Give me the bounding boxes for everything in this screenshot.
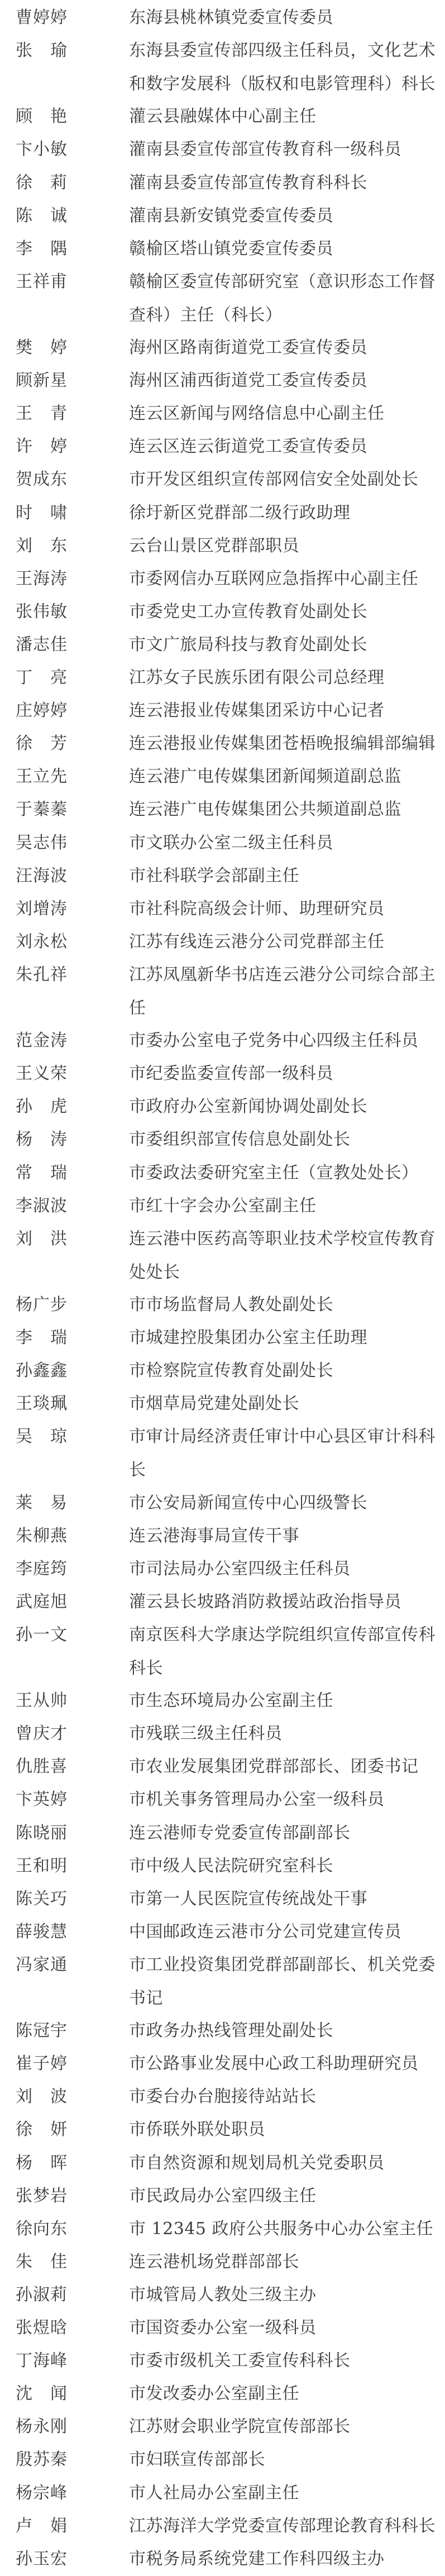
- list-item: [0, 1750, 445, 1783]
- position-title: 市社科联学会部副主任: [129, 866, 299, 886]
- list-item: [0, 2047, 445, 2080]
- list-item: [0, 1420, 445, 1486]
- position-title: 连云港机场党群部部长: [129, 2252, 299, 2272]
- position-title: 赣榆区委宣传部研究室（意识形态工作督查科）主任（科长）: [129, 271, 436, 325]
- person-name: 丁海峰: [16, 2351, 68, 2371]
- list-item: [0, 892, 445, 925]
- list-item: [0, 1519, 445, 1552]
- person-name: 常 瑞: [16, 1163, 68, 1183]
- position-title: 江苏海洋大学党委宣传部理论教育科科长: [129, 2516, 436, 2536]
- list-item: [0, 562, 445, 595]
- position-title: 市委网信办互联网应急指挥中心副主任: [129, 568, 419, 589]
- position-title: 市国资委办公室一级科员: [129, 2318, 317, 2338]
- list-item: [0, 1222, 445, 1288]
- list-item: [0, 133, 445, 166]
- list-item: [0, 1024, 445, 1057]
- person-name: 范金涛: [16, 1031, 68, 1051]
- list-item: [0, 232, 445, 265]
- list-item: [0, 1817, 445, 1849]
- list-item: [0, 661, 445, 694]
- position-title: 市工业投资集团党群部副部长、机关党委书记: [129, 1954, 436, 2008]
- list-item: [0, 1090, 445, 1123]
- position-title: 市税务局系统党建工作科四级主办: [129, 2549, 385, 2569]
- person-name: 朱孔祥: [16, 964, 68, 984]
- list-item: [0, 1783, 445, 1816]
- person-name: 沈 闻: [16, 2384, 68, 2404]
- person-name: 潘志佳: [16, 634, 68, 654]
- person-name: 张梦岩: [16, 2186, 68, 2206]
- person-name: 王和明: [16, 1856, 68, 1876]
- position-title: 东海县委宣传部四级主任科员，文化艺术和数字发展科（版权和电影管理科）科长: [129, 41, 436, 94]
- list-item: [0, 2278, 445, 2311]
- position-title: 市残联三级主任科员: [129, 1724, 283, 1744]
- list-item: [0, 1288, 445, 1321]
- list-item: [0, 2377, 445, 2410]
- list-item: [0, 760, 445, 793]
- position-title: 徐圩新区党群部二级行政助理: [129, 503, 351, 523]
- position-title: 市公安局新闻宣传中心四级警长: [129, 1493, 367, 1513]
- position-title: 赣榆区塔山镇党委宣传委员: [129, 238, 333, 259]
- person-name: 李 隅: [16, 238, 68, 259]
- list-item: [0, 2344, 445, 2377]
- list-item: [0, 2113, 445, 2146]
- person-name: 莱 易: [16, 1493, 68, 1513]
- person-name: 杨广步: [16, 1294, 68, 1315]
- position-title: 灌云县长坡路消防救援站政治指导员: [129, 1592, 401, 1612]
- position-title: 云台山景区党群部职员: [129, 536, 299, 556]
- list-item: [0, 2443, 445, 2476]
- position-title: 海州区路南街道党工委宣传委员: [129, 338, 367, 357]
- person-name: 武庭旭: [16, 1592, 68, 1612]
- list-item: [0, 2180, 445, 2212]
- person-name: 刘 波: [16, 2087, 68, 2107]
- position-title: 市委市级机关工委宣传科科长: [129, 2351, 351, 2371]
- list-item: [0, 694, 445, 727]
- list-item: [0, 1684, 445, 1717]
- position-title: 市 12345 政府公共服务中心办公室主任: [129, 2219, 434, 2239]
- position-title: 市中级人民法院研究室科长: [129, 1856, 333, 1876]
- position-title: 江苏有线连云港分公司党群部主任: [129, 931, 385, 952]
- position-title: 连云港师专党委宣传部副部长: [129, 1823, 351, 1843]
- position-title: 市开发区组织宣传部网信安全处副处长: [129, 470, 419, 490]
- list-item: [0, 727, 445, 760]
- position-title: 市公路事业发展中心政工科助理研究员: [129, 2054, 419, 2074]
- position-title: 市市场监督局人教处副处长: [129, 1294, 333, 1315]
- person-name: 朱柳燕: [16, 1526, 68, 1546]
- position-title: 江苏凤凰新华书店连云港分公司综合部主任: [129, 964, 436, 1018]
- person-name: 陈晓丽: [16, 1823, 68, 1843]
- person-name: 王祥甫: [16, 271, 68, 291]
- person-name: 卢 娟: [16, 2516, 68, 2536]
- list-item: [0, 1585, 445, 1618]
- list-item: [0, 199, 445, 232]
- list-item: [0, 463, 445, 496]
- list-item: [0, 2080, 445, 2113]
- position-title: 东海县桃林镇党委宣传委员: [129, 8, 333, 27]
- position-title: 中国邮政连云港市分公司党建宣传员: [129, 1922, 401, 1942]
- person-name: 朱 佳: [16, 2252, 68, 2272]
- position-title: 市文联办公室二级主任科员: [129, 833, 333, 853]
- position-title: 市社科院高级会计师、助理研究员: [129, 899, 385, 919]
- position-title: 连云区连云街道党工委宣传委员: [129, 437, 367, 457]
- person-name: 曾庆才: [16, 1724, 68, 1744]
- person-name: 刘增涛: [16, 899, 68, 919]
- list-item: [0, 826, 445, 859]
- list-item: [0, 1123, 445, 1156]
- person-name: 时 啸: [16, 503, 68, 523]
- person-name: 孙鑫鑫: [16, 1361, 68, 1381]
- list-item: [0, 1948, 445, 2014]
- person-name: 李淑波: [16, 1196, 68, 1216]
- list-item: [0, 265, 445, 331]
- person-name: 汪海波: [16, 866, 68, 886]
- person-name: 于蓁蓁: [16, 800, 68, 820]
- person-name: 顾 艳: [16, 107, 68, 127]
- person-name: 刘永松: [16, 931, 68, 952]
- list-item: [0, 331, 445, 364]
- position-title: 市农业发展集团党群部部长、团委书记: [129, 1757, 419, 1777]
- position-title: 江苏女子民族乐团有限公司总经理: [129, 668, 385, 687]
- position-title: 连云港中医药高等职业技术学校宣传教育处处长: [129, 1229, 436, 1282]
- position-title: 江苏财会职业学院宣传部部长: [129, 2417, 351, 2437]
- position-title: 市发改委办公室副主任: [129, 2384, 299, 2404]
- person-name: 孙一文: [16, 1624, 68, 1645]
- person-name: 张 瑜: [16, 41, 68, 61]
- position-title: 灌云县融媒体中心副主任: [129, 107, 317, 127]
- list-item: [0, 496, 445, 529]
- person-name: 徐 妍: [16, 2120, 68, 2140]
- position-title: 市委党史工办宣传教育处副处长: [129, 601, 367, 622]
- list-item: [0, 2477, 445, 2510]
- person-name: 冯家通: [16, 1954, 68, 1975]
- list-item: [0, 166, 445, 199]
- list-item: [0, 925, 445, 958]
- person-name: 王立先: [16, 767, 68, 787]
- list-item: [0, 1487, 445, 1519]
- list-item: [0, 2147, 445, 2180]
- person-name: 张伟敏: [16, 601, 68, 622]
- list-item: [0, 1, 445, 34]
- position-title: 市政务办热线管理处副处长: [129, 2021, 333, 2041]
- position-title: 市自然资源和规划局机关党委职员: [129, 2153, 385, 2173]
- list-item: [0, 1882, 445, 1915]
- list-item: [0, 958, 445, 1024]
- person-name: 王琰珮: [16, 1394, 68, 1414]
- list-item: [0, 1849, 445, 1882]
- position-title: 市人社局办公室副主任: [129, 2483, 299, 2503]
- list-item: [0, 100, 445, 133]
- person-name: 王从帅: [16, 1691, 68, 1711]
- position-title: 市侨联外联处职员: [129, 2120, 265, 2140]
- position-title: 连云港报业传媒集团苍梧晚报编辑部编辑: [129, 734, 436, 754]
- position-title: 灌南县委宣传部宣传教育科科长: [129, 173, 367, 193]
- person-name: 薛骏慧: [16, 1922, 68, 1942]
- person-name: 张煜晗: [16, 2318, 68, 2338]
- position-title: 灌南县委宣传部宣传教育科一级科员: [129, 140, 401, 160]
- position-title: 市烟草局党建处副处长: [129, 1394, 299, 1414]
- position-title: 市政府办公室新闻协调处副处长: [129, 1097, 367, 1117]
- person-name: 庄婷婷: [16, 701, 68, 721]
- list-item: [0, 1354, 445, 1387]
- person-name: 王义荣: [16, 1064, 68, 1084]
- list-item: [0, 1618, 445, 1684]
- person-name: 孙玉宏: [16, 2549, 68, 2569]
- person-name: 卞英婷: [16, 1790, 68, 1810]
- person-name: 徐 芳: [16, 734, 68, 754]
- person-name: 仇胜喜: [16, 1757, 68, 1777]
- position-title: 市第一人民医院宣传统战处干事: [129, 1889, 367, 1909]
- list-item: [0, 1321, 445, 1354]
- list-item: [0, 529, 445, 562]
- list-item: [0, 1189, 445, 1222]
- person-name: 杨 晖: [16, 2153, 68, 2173]
- person-name: 贺成东: [16, 470, 68, 490]
- position-title: 市委组织部宣传信息处副处长: [129, 1130, 351, 1150]
- person-name: 顾新星: [16, 371, 68, 391]
- person-name: 徐 莉: [16, 173, 68, 193]
- position-title: 市委台办台胞接待站站长: [129, 2087, 317, 2107]
- list-item: [0, 34, 445, 100]
- person-name: 杨 涛: [16, 1130, 68, 1150]
- position-title: 连云港广电传媒集团新闻频道副总监: [129, 767, 401, 787]
- list-item: [0, 1057, 445, 1090]
- list-item: [0, 1387, 445, 1420]
- person-name: 殷苏秦: [16, 2450, 68, 2470]
- person-name: 陈冠宇: [16, 2021, 68, 2041]
- list-item: [0, 2212, 445, 2245]
- person-name: 李庭筠: [16, 1559, 68, 1579]
- position-title: 灌南县新安镇党委宣传委员: [129, 205, 333, 226]
- position-title: 市委办公室电子党务中心四级主任科员: [129, 1031, 419, 1051]
- position-title: 市机关事务管理局办公室一级科员: [129, 1790, 385, 1810]
- list-item: [0, 1156, 445, 1189]
- position-title: 连云港报业传媒集团采访中心记者: [129, 701, 385, 721]
- list-item: [0, 397, 445, 430]
- position-title: 市审计局经济责任审计中心县区审计科科长: [129, 1427, 436, 1480]
- list-item: [0, 859, 445, 892]
- person-name: 陈关巧: [16, 1889, 68, 1909]
- list-item: [0, 793, 445, 826]
- person-name: 孙 虎: [16, 1097, 68, 1117]
- position-title: 市纪委监委宣传部一级科员: [129, 1064, 333, 1084]
- list-item: [0, 2245, 445, 2278]
- position-title: 南京医科大学康达学院组织宣传部宣传科科长: [129, 1624, 436, 1678]
- person-name: 刘 东: [16, 536, 68, 556]
- position-title: 连云港海事局宣传干事: [129, 1526, 299, 1546]
- list-item: [0, 2510, 445, 2542]
- position-title: 市检察院宣传教育处副处长: [129, 1361, 333, 1381]
- person-name: 吴志伟: [16, 833, 68, 853]
- person-name: 王 青: [16, 404, 68, 424]
- person-name: 王海涛: [16, 568, 68, 589]
- position-title: 市城建控股集团办公室主任助理: [129, 1328, 367, 1347]
- list-item: [0, 2410, 445, 2443]
- person-name: 樊 婷: [16, 338, 68, 357]
- person-name: 李 瑞: [16, 1328, 68, 1347]
- person-name: 丁 亮: [16, 668, 68, 687]
- person-name: 杨永刚: [16, 2417, 68, 2437]
- list-item: [0, 1915, 445, 1948]
- list-item: [0, 1717, 445, 1750]
- list-item: [0, 2542, 445, 2575]
- person-name: 曹婷婷: [16, 8, 68, 27]
- person-name: 杨宗峰: [16, 2483, 68, 2503]
- position-title: 市城管局人教处三级主办: [129, 2285, 317, 2305]
- position-title: 市委政法委研究室主任（宣教处处长）: [129, 1163, 419, 1183]
- list-item: [0, 430, 445, 463]
- list-item: [0, 2311, 445, 2344]
- position-title: 海州区浦西街道党工委宣传委员: [129, 371, 367, 391]
- list-item: [0, 2014, 445, 2047]
- position-title: 市红十字会办公室副主任: [129, 1196, 317, 1216]
- position-title: 市司法局办公室四级主任科员: [129, 1559, 351, 1579]
- position-title: 连云区新闻与网络信息中心副主任: [129, 404, 385, 424]
- person-name: 许 婷: [16, 437, 68, 457]
- list-item: [0, 1552, 445, 1585]
- person-name: 陈 诚: [16, 205, 68, 226]
- position-title: 市文广旅局科技与教育处副处长: [129, 634, 367, 654]
- list-item: [0, 364, 445, 397]
- position-title: 市民政局办公室四级主任: [129, 2186, 317, 2206]
- person-name: 刘 洪: [16, 1229, 68, 1249]
- position-title: 市生态环境局办公室副主任: [129, 1691, 333, 1711]
- person-name: 吴 琼: [16, 1427, 68, 1447]
- position-title: 连云港广电传媒集团公共频道副总监: [129, 800, 401, 820]
- list-item: [0, 628, 445, 661]
- position-title: 市妇联宣传部部长: [129, 2450, 265, 2470]
- list-item: [0, 595, 445, 628]
- person-name: 徐向东: [16, 2219, 68, 2239]
- person-name: 崔子婷: [16, 2054, 68, 2074]
- person-name: 孙淑莉: [16, 2285, 68, 2305]
- person-name: 卞小敏: [16, 140, 68, 160]
